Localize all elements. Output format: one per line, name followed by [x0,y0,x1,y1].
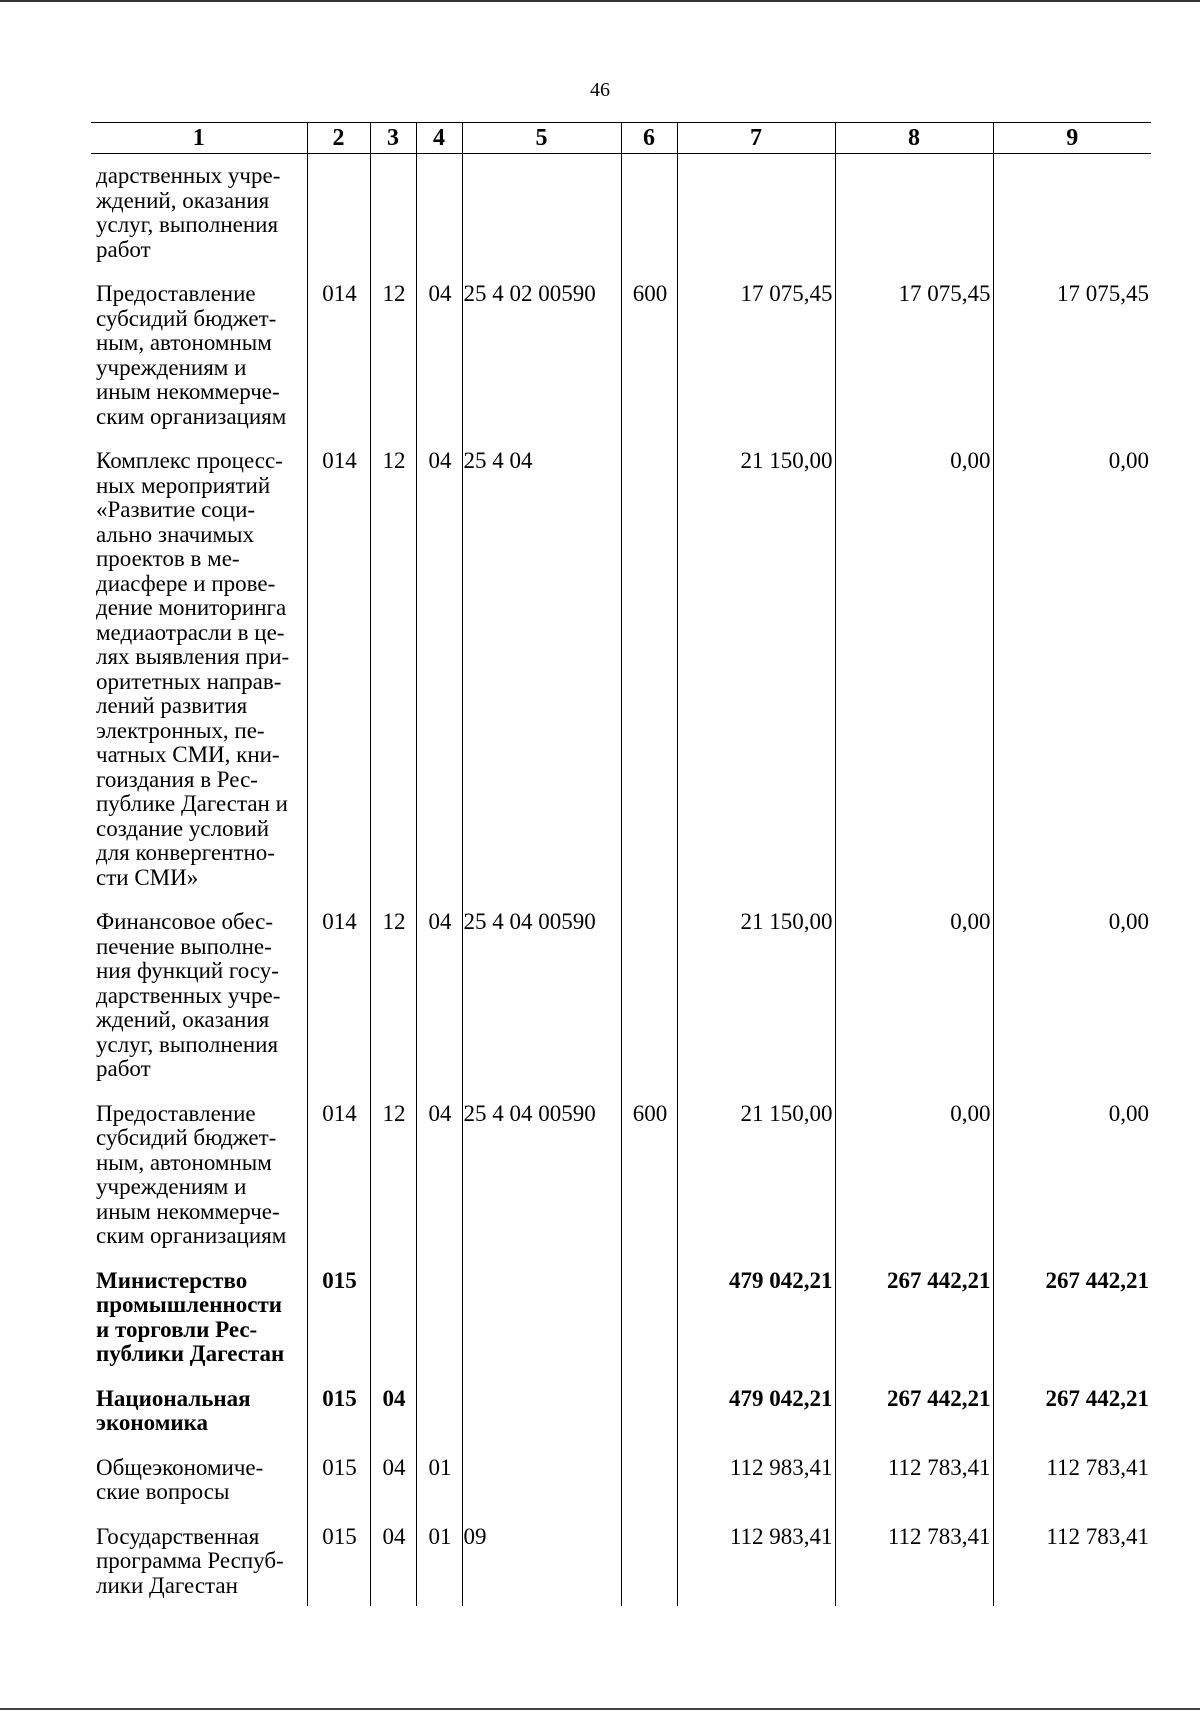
cell-amount-8: 267 442,21 [835,1387,993,1456]
cell-subsection: 04 [416,910,462,1102]
cell-target-article [462,1387,621,1456]
cell-target-article: 25 4 04 00590 [462,1102,621,1269]
cell-ministry-code: 014 [307,910,370,1102]
cell-amount-7: 112 983,41 [677,1456,835,1525]
cell-amount-8: 0,00 [835,449,993,910]
cell-section: 12 [370,910,416,1102]
cell-amount-9 [993,154,1151,283]
row-name: Комплекс процесс- ных мероприятий «Развитие соци- ально значимых проектов в ме- диасфере и прове- дение мониторинга медиаотрасли в це- лях выявления при- оритетных направ- лений развития электронных, пе- чатных СМИ, кни- гоиздания в Рес- публике Дагестан и создание условий для конвергентно- сти СМИ» [96,448,290,890]
col-header-2: 2 [307,123,370,154]
col-header-9: 9 [993,123,1151,154]
cell-target-article: 25 4 04 [462,449,621,910]
cell-amount-9: 0,00 [993,1102,1151,1269]
cell-amount-9: 267 442,21 [993,1387,1151,1456]
cell-expense-type: 600 [621,282,677,449]
cell-section: 12 [370,449,416,910]
cell-section: 04 [370,1525,416,1607]
scan-edge-top [0,0,1200,2]
cell-amount-7: 21 150,00 [677,910,835,1102]
cell-expense-type [621,1387,677,1456]
table-row [91,282,1151,449]
cell-subsection: 01 [416,1456,462,1525]
cell-target-article [462,1456,621,1525]
page-number: 46 [590,79,610,101]
cell-amount-9: 0,00 [993,910,1151,1102]
cell-section [370,1269,416,1387]
header-row [91,123,1151,154]
cell-ministry-code: 015 [307,1525,370,1607]
cell-ministry-code: 015 [307,1456,370,1525]
row-name: Национальная экономика [96,1385,251,1435]
cell-section: 04 [370,1387,416,1456]
cell-amount-7: 21 150,00 [677,1102,835,1269]
row-name: Государственная программа Респуб- лики Дагестан [96,1523,284,1598]
table-row [91,1456,1151,1525]
cell-amount-7: 479 042,21 [677,1387,835,1456]
cell-amount-9: 0,00 [993,449,1151,910]
row-name: Финансовое обес- печение выполне- ния функций госу- дарственных учре- ждений, оказания услуг, выполнения работ [96,909,281,1081]
cell-expense-type [621,1269,677,1387]
cell-expense-type: 600 [621,1102,677,1269]
cell-ministry-code [307,154,370,283]
cell-amount-8: 0,00 [835,910,993,1102]
cell-target-article: 09 [462,1525,621,1607]
table-row [91,1269,1151,1387]
row-name: Министерство промышленности и торговли Рес- публики Дагестан [96,1267,285,1366]
cell-subsection: 04 [416,1102,462,1269]
cell-amount-7: 479 042,21 [677,1269,835,1387]
table-row [91,1525,1151,1607]
cell-expense-type [621,1525,677,1607]
cell-amount-7: 21 150,00 [677,449,835,910]
cell-subsection: 04 [416,449,462,910]
col-header-8: 8 [835,123,993,154]
table-row [91,154,1151,283]
cell-section: 04 [370,1456,416,1525]
cell-ministry-code: 015 [307,1269,370,1387]
cell-amount-9: 112 783,41 [993,1525,1151,1607]
cell-subsection [416,1387,462,1456]
cell-amount-8: 267 442,21 [835,1269,993,1387]
cell-section: 12 [370,1102,416,1269]
scan-edge-bottom [0,1708,1200,1710]
cell-expense-type [621,910,677,1102]
cell-target-article [462,154,621,283]
cell-subsection [416,154,462,283]
cell-subsection: 04 [416,282,462,449]
col-header-1: 1 [91,123,307,154]
table-row [91,1387,1151,1456]
cell-amount-7: 17 075,45 [677,282,835,449]
cell-amount-8: 112 783,41 [835,1525,993,1607]
cell-subsection: 01 [416,1525,462,1607]
cell-target-article: 25 4 04 00590 [462,910,621,1102]
cell-amount-8: 17 075,45 [835,282,993,449]
row-name: Предоставление субсидий бюджет- ным, автономным учреждениям и иным некоммерче- ским организациям [96,1100,287,1248]
cell-expense-type [621,154,677,283]
cell-amount-7 [677,154,835,283]
cell-section [370,154,416,283]
budget-table [91,122,1151,1606]
cell-amount-9: 17 075,45 [993,282,1151,449]
cell-amount-9: 112 783,41 [993,1456,1151,1525]
cell-amount-9: 267 442,21 [993,1269,1151,1387]
table-row [91,1102,1151,1269]
cell-target-article [462,1269,621,1387]
col-header-5: 5 [462,123,621,154]
cell-amount-8: 0,00 [835,1102,993,1269]
cell-ministry-code: 015 [307,1387,370,1456]
row-name: дарственных учре- ждений, оказания услуг, выполнения работ [96,163,281,262]
col-header-7: 7 [677,123,835,154]
col-header-6: 6 [621,123,677,154]
row-name: Предоставление субсидий бюджет- ным, автономным учреждениям и иным некоммерче- ским организациям [96,281,287,429]
col-header-4: 4 [416,123,462,154]
col-header-3: 3 [370,123,416,154]
cell-ministry-code: 014 [307,1102,370,1269]
cell-subsection [416,1269,462,1387]
cell-expense-type [621,449,677,910]
cell-expense-type [621,1456,677,1525]
table-row [91,910,1151,1102]
cell-section: 12 [370,282,416,449]
row-name: Общеэкономиче- ские вопросы [96,1454,264,1504]
table-row [91,449,1151,910]
cell-amount-8 [835,154,993,283]
cell-target-article: 25 4 02 00590 [462,282,621,449]
cell-ministry-code: 014 [307,282,370,449]
cell-ministry-code: 014 [307,449,370,910]
cell-amount-7: 112 983,41 [677,1525,835,1607]
cell-amount-8: 112 783,41 [835,1456,993,1525]
